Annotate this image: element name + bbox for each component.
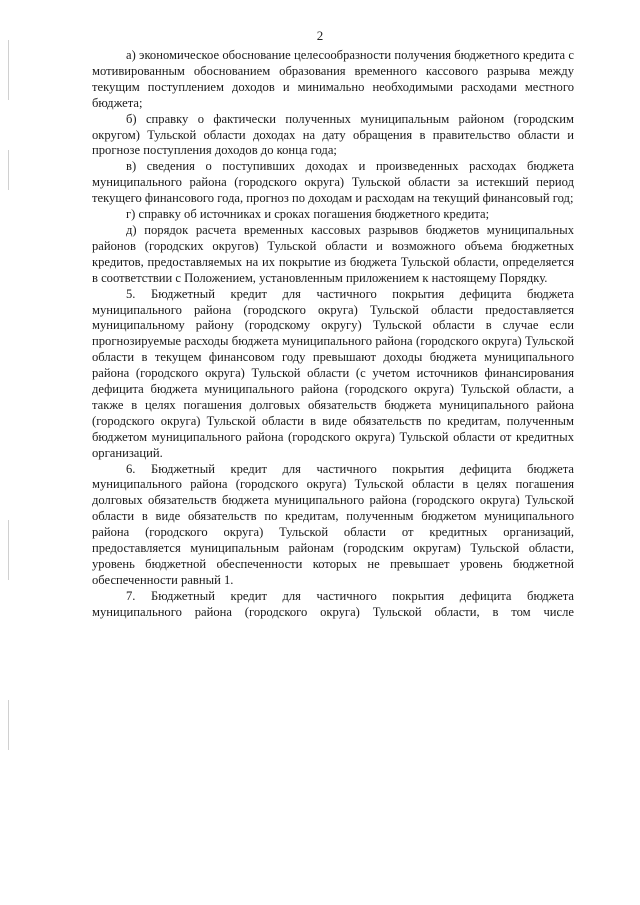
paragraph-b: б) справку о фактически полученных муниципальным районом (городским округом) Тульской области доходах на дату обращения в правительство области и прогнозе поступления доходов до конца года;	[92, 111, 574, 158]
paragraph-6: 6. Бюджетный кредит для частичного покрытия дефицита бюджета муниципального района (городского округа) Тульской области в целях погашения долговых обязательств бюджета муниципального района (городского округа) Тульской области в виде обязательств по кредитам, полученным бюджетом муниципального района (городского округа) Тульской области от кредитных организаций, предоставляется муниципальным районам (городским округам) Тульской области, уровень бюджетной обеспеченности которых не превышает уровень бюджетной обеспеченности равный 1.	[92, 461, 574, 587]
page-number: 2	[316, 28, 324, 43]
document-body	[92, 48, 574, 621]
paragraph-7: 7. Бюджетный кредит для частичного покрытия дефицита бюджета муниципального района (городского округа) Тульской области, в том числе	[92, 588, 574, 619]
scan-margin-mark	[8, 40, 9, 100]
paragraph-v: в) сведения о поступивших доходах и произведенных расходах бюджета муниципального района (городского округа) Тульской области за истекший период текущего финансового года, прогноз по доходам и расходам на текущий финансовый год;	[92, 159, 574, 206]
scan-margin-mark	[8, 700, 9, 750]
paragraph-g: г) справку об источниках и сроках погашения бюджетного кредита;	[126, 207, 490, 222]
paragraph-5: 5. Бюджетный кредит для частичного покрытия дефицита бюджета муниципального района (городского округа) Тульской области предоставляется муниципальному району (городскому округу) Тульской области в случае если прогнозируемые расходы бюджета муниципального района (городского округа) Тульской области в текущем финансовом году превышают доходы бюджета муниципального района (городского округа) Тульской области (с учетом источников финансирования дефицита бюджета муниципального района (городского округа) Тульской области, а также в целях погашения долговых обязательств бюджета муниципального района (городского округа) Тульской области в виде обязательств по кредитам, полученным бюджетом муниципального района (городского округа) Тульской области от кредитных организаций.	[92, 286, 574, 460]
scan-margin-mark	[8, 150, 9, 190]
paragraph-a: а) экономическое обоснование целесообразности получения бюджетного кредита с мотивированным обоснованием образования временного кассового разрыва между текущим поступлением доходов и минимально необходимыми расходами местного бюджета;	[92, 48, 574, 110]
scan-margin-mark	[8, 520, 9, 580]
paragraph-d: д) порядок расчета временных кассовых разрывов бюджетов муниципальных районов (городских округов) Тульской области и возможного объема бюджетных кредитов, предоставляемых на их покрытие из бюджета Тульской области, определяется в соответствии с Положением, установленным приложением к настоящему Порядку.	[92, 222, 574, 285]
